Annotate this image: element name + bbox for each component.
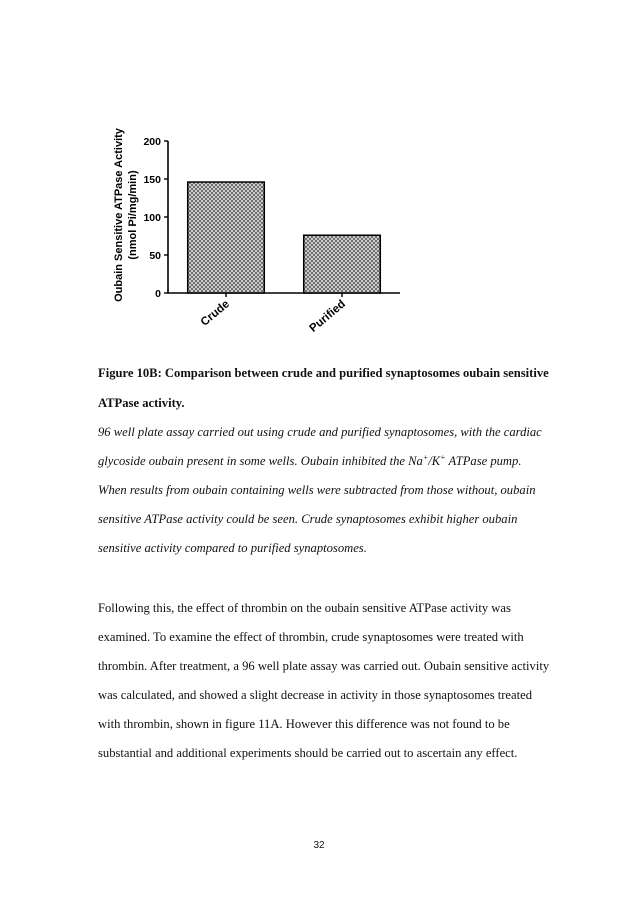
y-tick-label: 50 [149, 250, 161, 262]
page-number: 32 [313, 840, 325, 851]
caption-legend-line5: sensitive activity compared to purified synaptosomes. [98, 541, 367, 555]
y-tick-label: 100 [143, 212, 161, 224]
body-line5: with thrombin, shown in figure 11A. However this difference was not found to be [98, 717, 510, 731]
x-tick-label: Crude [198, 298, 232, 329]
x-tick-labels [199, 293, 348, 335]
x-tick-label: Purified [307, 298, 348, 335]
figure-caption-title [98, 364, 568, 424]
bars [188, 182, 381, 293]
caption-legend-line2: glycoside oubain present in some wells. Oubain inhibited the Na+/K+ ATPase pump. [98, 453, 522, 468]
caption-title-line1: Figure 10B: Comparison between crude and purified synaptosomes oubain sensitive [98, 366, 549, 380]
caption-legend-line1: 96 well plate assay carried out using crude and purified synaptosomes, with the cardiac [98, 425, 542, 439]
bar-chart [100, 105, 410, 345]
caption-title-line2: ATPase activity. [98, 396, 185, 410]
caption-legend-line3: When results from oubain containing wells were subtracted from those without, oubain [98, 483, 536, 497]
body-line2: examined. To examine the effect of thrombin, crude synaptosomes were treated with [98, 630, 524, 644]
body-line6: substantial and additional experiments should be carried out to ascertain any effect. [98, 746, 518, 760]
bar-purified [304, 235, 381, 293]
y-axis-label-line2: (nmol Pi/mg/min) [127, 170, 139, 260]
caption-legend-line4: sensitive ATPase activity could be seen. Crude synaptosomes exhibit higher oubain [98, 512, 518, 526]
body-line4: was calculated, and showed a slight decrease in activity in those synaptosomes treated [98, 688, 532, 702]
body-line1: Following this, the effect of thrombin on the oubain sensitive ATPase activity was [98, 601, 511, 615]
y-tick-label: 150 [143, 174, 161, 186]
y-tick-label: 0 [155, 288, 161, 300]
body-line3: thrombin. After treatment, a 96 well plate assay was carried out. Oubain sensitive activity [98, 659, 550, 673]
y-tick-label: 200 [143, 136, 161, 148]
y-axis-label-line1: Oubain Sensitive ATPase Activity [113, 128, 125, 302]
y-ticks [143, 136, 168, 300]
bar-crude [188, 182, 265, 293]
